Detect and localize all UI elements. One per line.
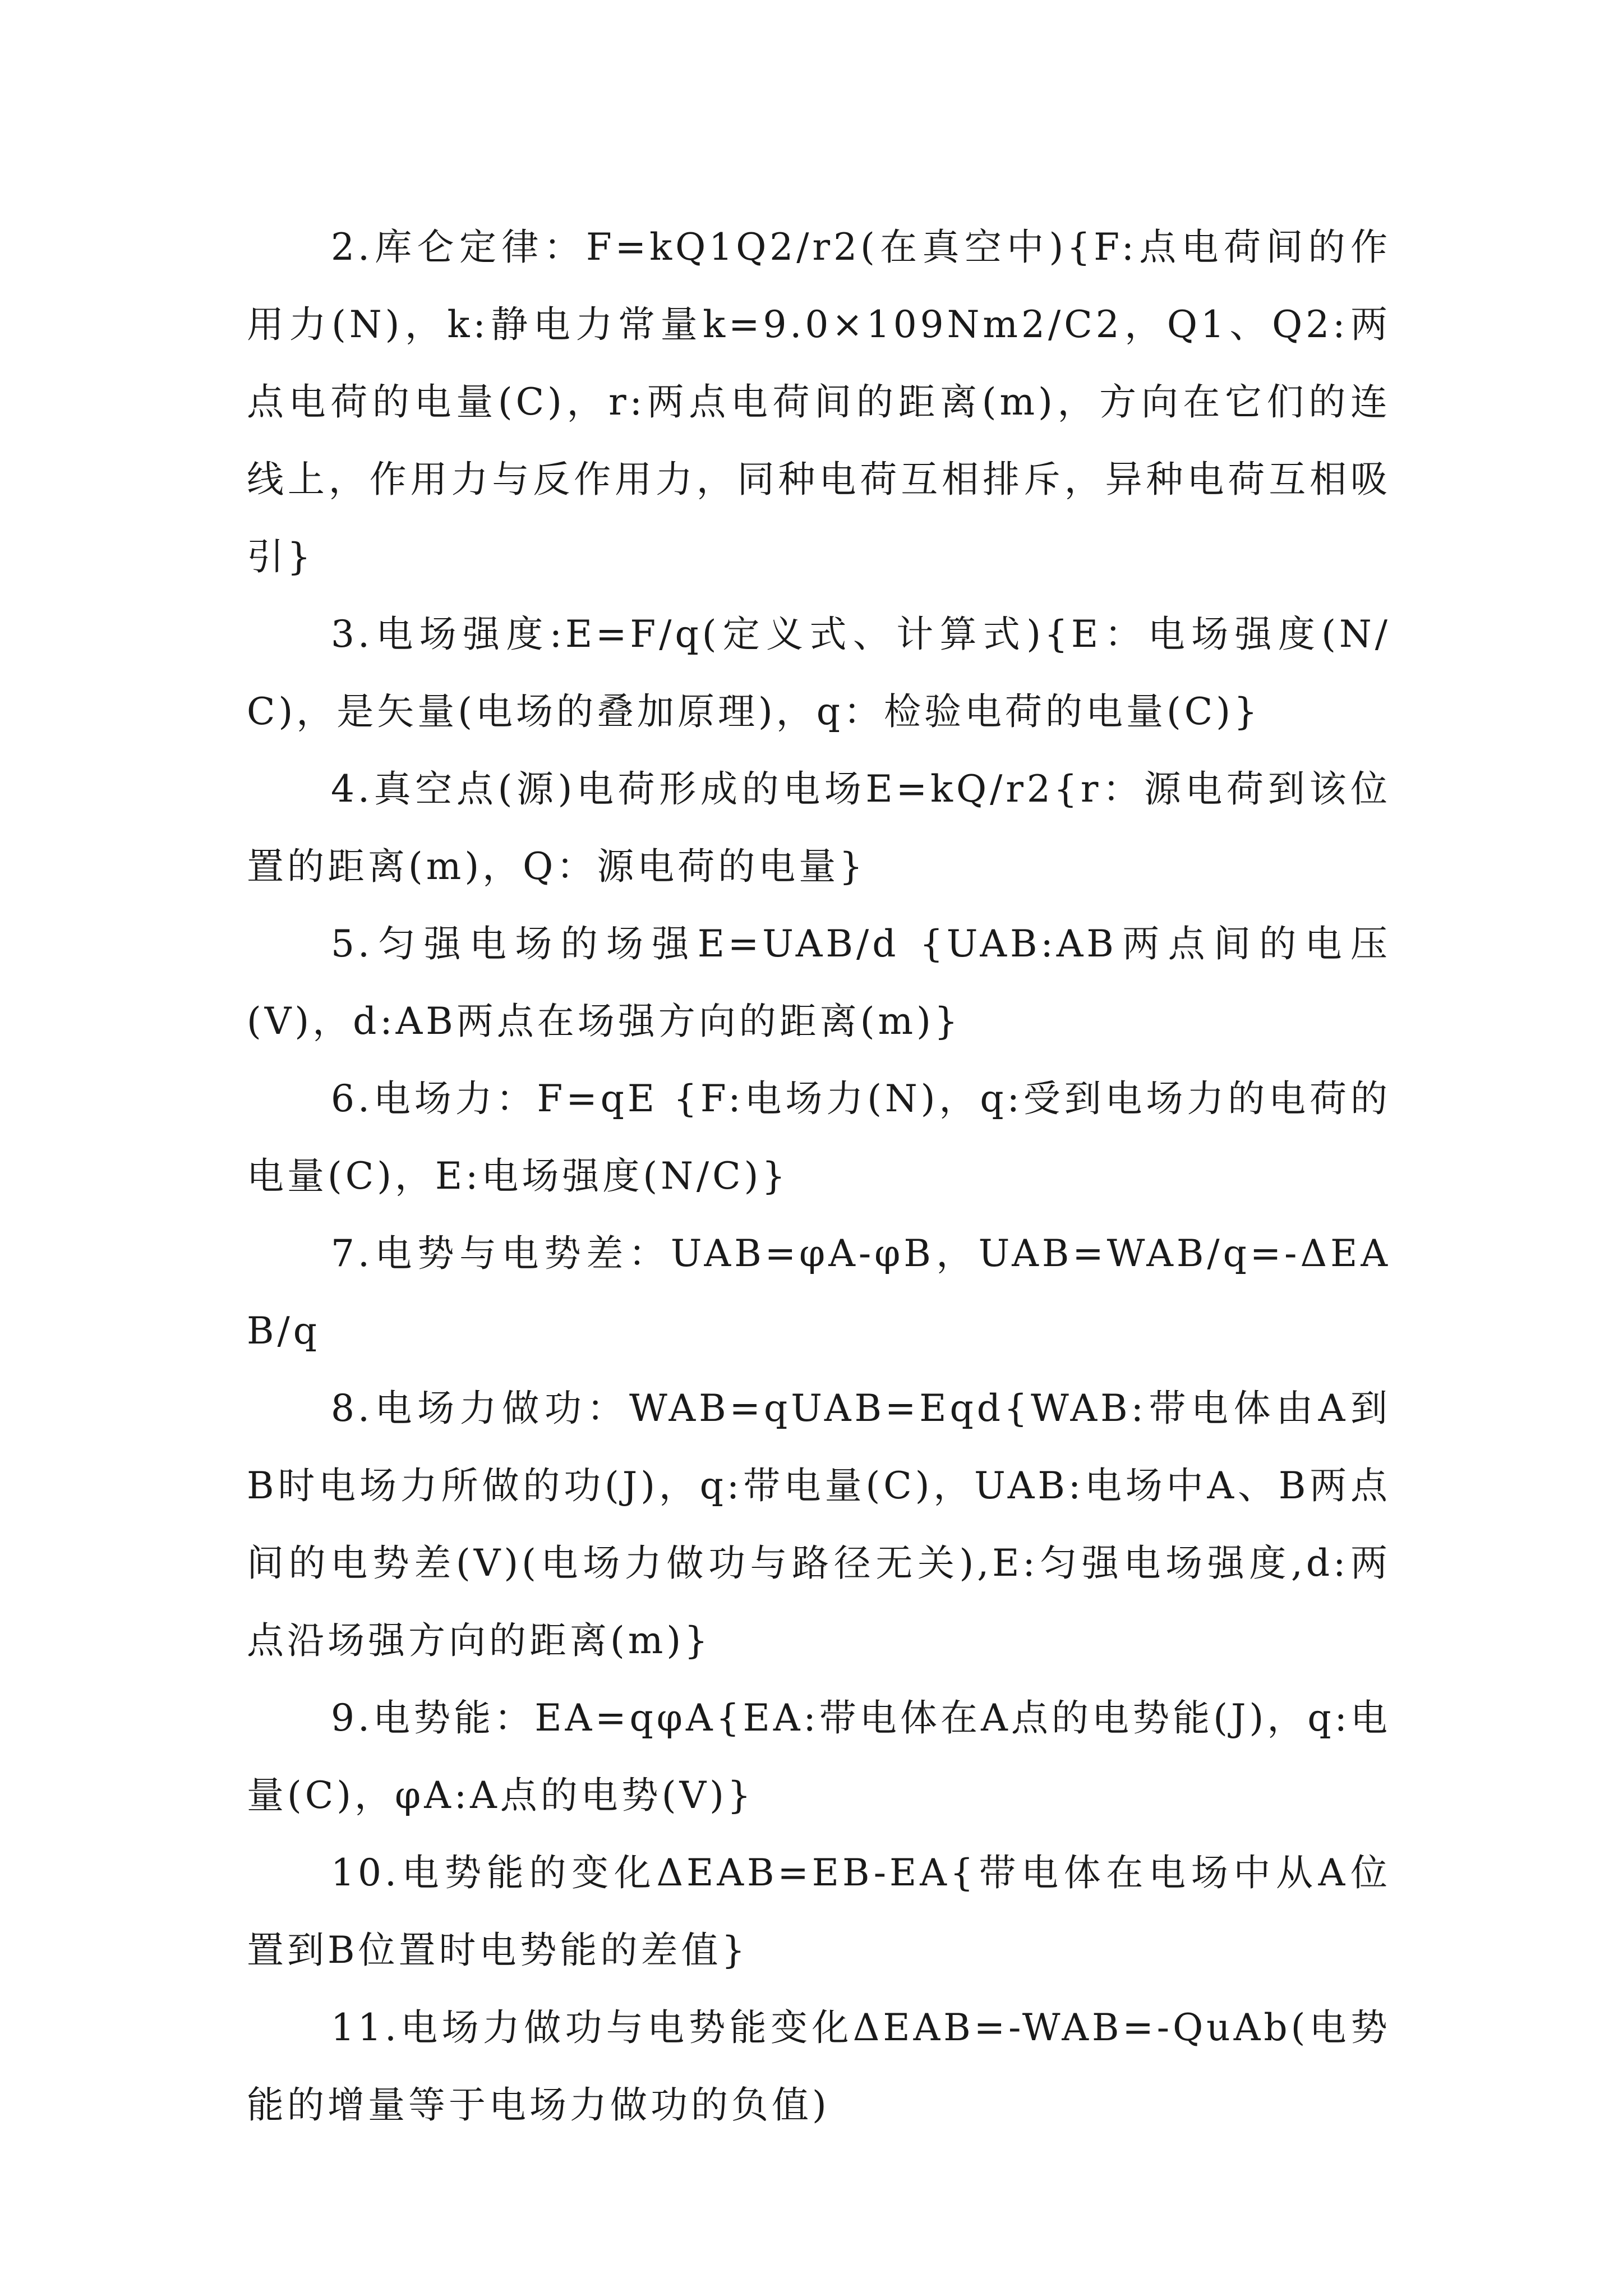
paragraph-energy-change: 10.电势能的变化ΔEAB=EB-EA{带电体在电场中从A位置到B位置时电势能的差值} [247,1851,1391,1972]
paragraph-potential-difference: 7.电势与电势差：UAB=φA-φB，UAB=WAB/q=-ΔEAB/q [247,1232,1391,1352]
paragraph-coulomb-law: 2.库仑定律：F=kQ1Q2/r2(在真空中){F:点电荷间的作用力(N)，k:静电力常量k=9.0×109Nm2/C2，Q1、Q2:两点电荷的电量(C)，r:两点电荷间的距离(m)，方向在它们的连线上，作用力与反作用力，同种电荷互相排斥，异种电荷互相吸引} [247,226,1391,578]
paragraph-point-charge-field: 4.真空点(源)电荷形成的电场E=kQ/r2{r：源电荷到该位置的距离(m)，Q：源电荷的电量} [247,767,1391,888]
paragraph-potential-energy: 9.电势能：EA=qφA{EA:带电体在A点的电势能(J)，q:电量(C)，φA:A点的电势(V)} [247,1696,1391,1817]
paragraph-uniform-field: 5.匀强电场的场强E=UAB/d {UAB:AB两点间的电压(V)，d:AB两点在场强方向的距离(m)} [247,922,1391,1043]
paragraph-work-by-field: 8.电场力做功：WAB=qUAB=Eqd{WAB:带电体由A到B时电场力所做的功(J)，q:带电量(C)，UAB:电场中A、B两点间的电势差(V)(电场力做功与路径无关),E:匀强电场强度,d:两点沿场强方向的距离(m)} [247,1387,1391,1662]
document-body [247,209,1391,2144]
paragraph-field-strength: 3.电场强度:E=F/q(定义式、计算式){E：电场强度(N/C)，是矢量(电场的叠加原理)，q：检验电荷的电量(C)} [247,613,1391,733]
paragraph-work-energy-relation: 11.电场力做功与电势能变化ΔEAB=-WAB=-QuAb(电势能的增量等于电场力做功的负值) [247,2006,1391,2127]
paragraph-electric-force: 6.电场力：F=qE {F:电场力(N)，q:受到电场力的电荷的电量(C)，E:电场强度(N/C)} [247,1077,1391,1198]
